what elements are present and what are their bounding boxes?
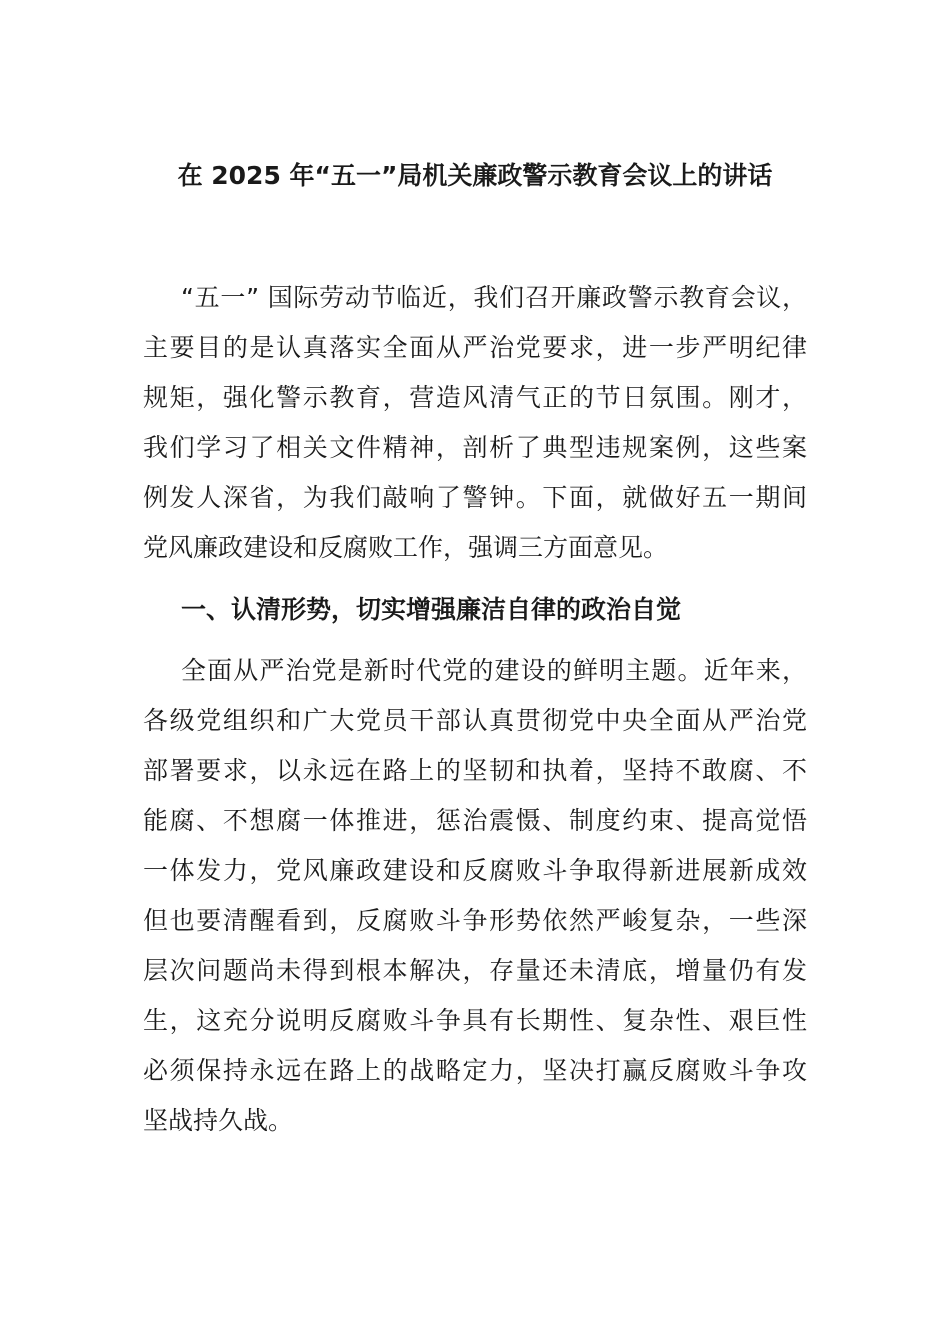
paragraph-line: 生，这充分说明反腐败斗争具有长期性、复杂性、艰巨性: [143, 1006, 807, 1035]
paragraph-line: 主要目的是认真落实全面从严治党要求，进一步严明纪律: [143, 333, 807, 362]
paragraph-line: 层次问题尚未得到根本解决，存量还未清底，增量仍有发: [143, 956, 807, 985]
paragraph-line: 但也要清醒看到，反腐败斗争形势依然严峻复杂，一些深: [143, 906, 807, 935]
paragraph-line: 规矩，强化警示教育，营造风清气正的节日氛围。刚才，: [143, 383, 807, 412]
paragraph-line: 坚战持久战。: [143, 1106, 294, 1135]
paragraph-line: 党风廉政建设和反腐败工作，强调三方面意见。: [143, 533, 669, 562]
paragraph-section1: [143, 646, 807, 1146]
paragraph-line: 能腐、不想腐一体推进，惩治震慑、制度约束、提高觉悟: [143, 806, 807, 835]
paragraph-intro: [143, 273, 807, 573]
section-heading: 一、认清形势，切实增强廉洁自律的政治自觉: [181, 595, 682, 624]
paragraph-line: 一体发力，党风廉政建设和反腐败斗争取得新进展新成效: [143, 856, 807, 885]
paragraph-line: “五一” 国际劳动节临近，我们召开廉政警示教育会议，: [181, 283, 807, 312]
document-title: 在 2025 年“五一”局机关廉政警示教育会议上的讲话: [177, 161, 773, 190]
paragraph-line: 各级党组织和广大党员干部认真贯彻党中央全面从严治党: [143, 706, 807, 735]
paragraph-line: 全面从严治党是新时代党的建设的鲜明主题。近年来，: [181, 656, 807, 685]
paragraph-line: 我们学习了相关文件精神，剖析了典型违规案例，这些案: [143, 433, 807, 462]
paragraph-line: 例发人深省，为我们敲响了警钟。下面，就做好五一期间: [143, 483, 807, 512]
paragraph-line: 部署要求，以永远在路上的坚韧和执着，坚持不敢腐、不: [143, 756, 807, 785]
paragraph-line: 必须保持永远在路上的战略定力，坚决打赢反腐败斗争攻: [143, 1056, 807, 1085]
